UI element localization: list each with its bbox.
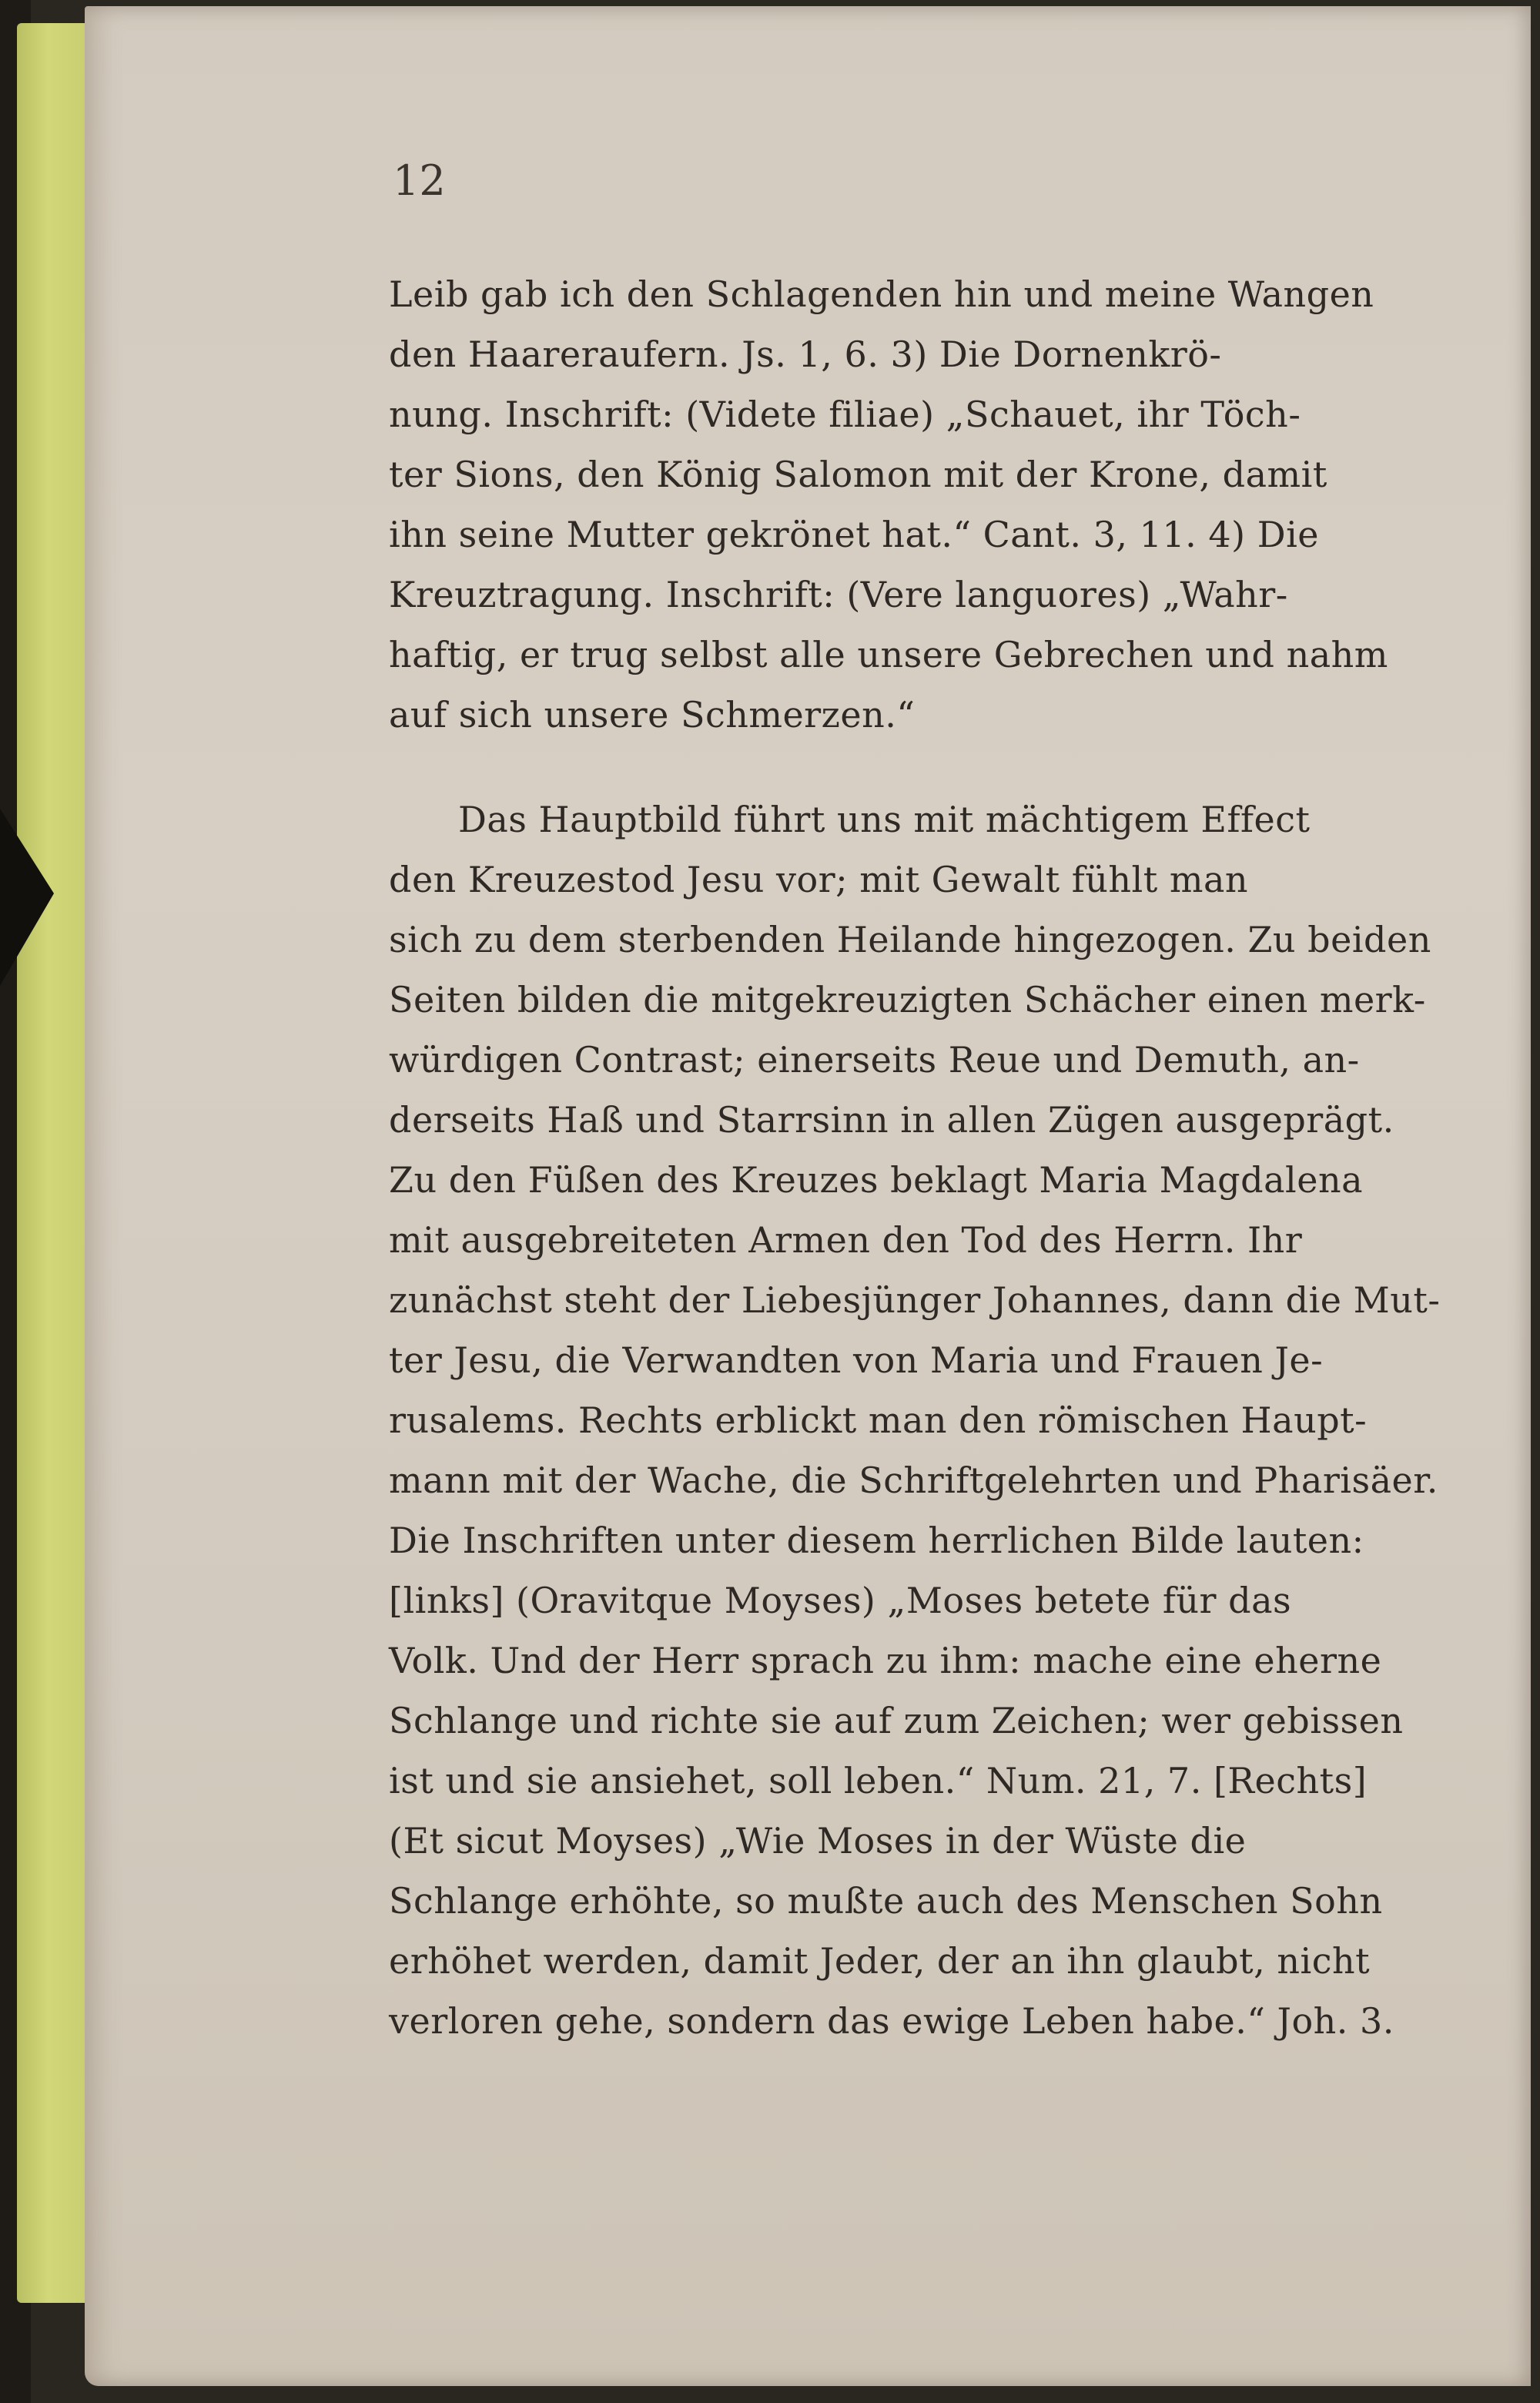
text-line: ist und sie ansiehet, soll leben.“ Num. 21, 7. [Rechts] [389, 1760, 1368, 1801]
text-line: Schlange und richte sie auf zum Zeichen; wer gebissen [389, 1700, 1404, 1741]
text-line: mann mit der Wache, die Schriftgelehrten und Pharisäer. [389, 1460, 1438, 1501]
text-line: ter Sions, den König Salomon mit der Krone, damit [389, 454, 1327, 495]
text-line: Leib gab ich den Schlagenden hin und meine Wangen [389, 273, 1374, 315]
text-line: (Et sicut Moyses) „Wie Moses in der Wüste die [389, 1820, 1247, 1862]
page-number: 12 [393, 156, 446, 205]
paragraph-gap [389, 745, 1540, 789]
text-line: würdigen Contrast; einerseits Reue und Demuth, an- [389, 1039, 1360, 1081]
text-line: [links] (Oravitque Moyses) „Moses betete für das [389, 1580, 1292, 1621]
text-line: sich zu dem sterbenden Heilande hingezogen. Zu beiden [389, 919, 1431, 960]
text-line: zunächst steht der Liebesjünger Johannes, dann die Mut- [389, 1279, 1441, 1321]
body-text [389, 264, 1540, 2051]
text-line: erhöhet werden, damit Jeder, der an ihn glaubt, nicht [389, 1940, 1371, 1982]
text-line: nung. Inschrift: (Videte filiae) „Schauet, ihr Töch- [389, 394, 1301, 435]
torn-corner [0, 809, 54, 986]
text-line: verloren gehe, sondern das ewige Leben habe.“ Joh. 3. [389, 2000, 1394, 2042]
text-line: Das Hauptbild führt uns mit mächtigem Effect [458, 799, 1311, 840]
text-line: den Kreuzestod Jesu vor; mit Gewalt fühlt man [389, 859, 1249, 900]
text-line: Schlange erhöhte, so mußte auch des Menschen Sohn [389, 1880, 1383, 1922]
text-line: Zu den Füßen des Kreuzes beklagt Maria Magdalena [389, 1159, 1363, 1201]
text-line: rusalems. Rechts erblickt man den römischen Haupt- [389, 1399, 1368, 1441]
text-line: den Haareraufern. Js. 1, 6. 3) Die Dornenkrö- [389, 333, 1222, 375]
paragraph-1 [389, 264, 1540, 745]
paragraph-2 [389, 789, 1540, 2051]
text-line: Kreuztragung. Inschrift: (Vere languores) „Wahr- [389, 574, 1288, 615]
text-line: derseits Haß und Starrsinn in allen Zügen ausgeprägt. [389, 1099, 1394, 1141]
page-sheet [85, 6, 1531, 2386]
text-line: ihn seine Mutter gekrönet hat.“ Cant. 3, 11. 4) Die [389, 514, 1320, 555]
text-line: haftig, er trug selbst alle unsere Gebrechen und nahm [389, 634, 1388, 675]
text-line: auf sich unsere Schmerzen.“ [389, 694, 916, 736]
text-line: Die Inschriften unter diesem herrlichen Bilde lauten: [389, 1520, 1364, 1561]
text-line: ter Jesu, die Verwandten von Maria und Frauen Je- [389, 1339, 1324, 1381]
text-line: Seiten bilden die mitgekreuzigten Schächer einen merk- [389, 979, 1426, 1021]
book-cover-edge [17, 23, 94, 2303]
text-line: mit ausgebreiteten Armen den Tod des Herrn. Ihr [389, 1219, 1303, 1261]
text-line: Volk. Und der Herr sprach zu ihm: mache eine eherne [389, 1640, 1382, 1681]
